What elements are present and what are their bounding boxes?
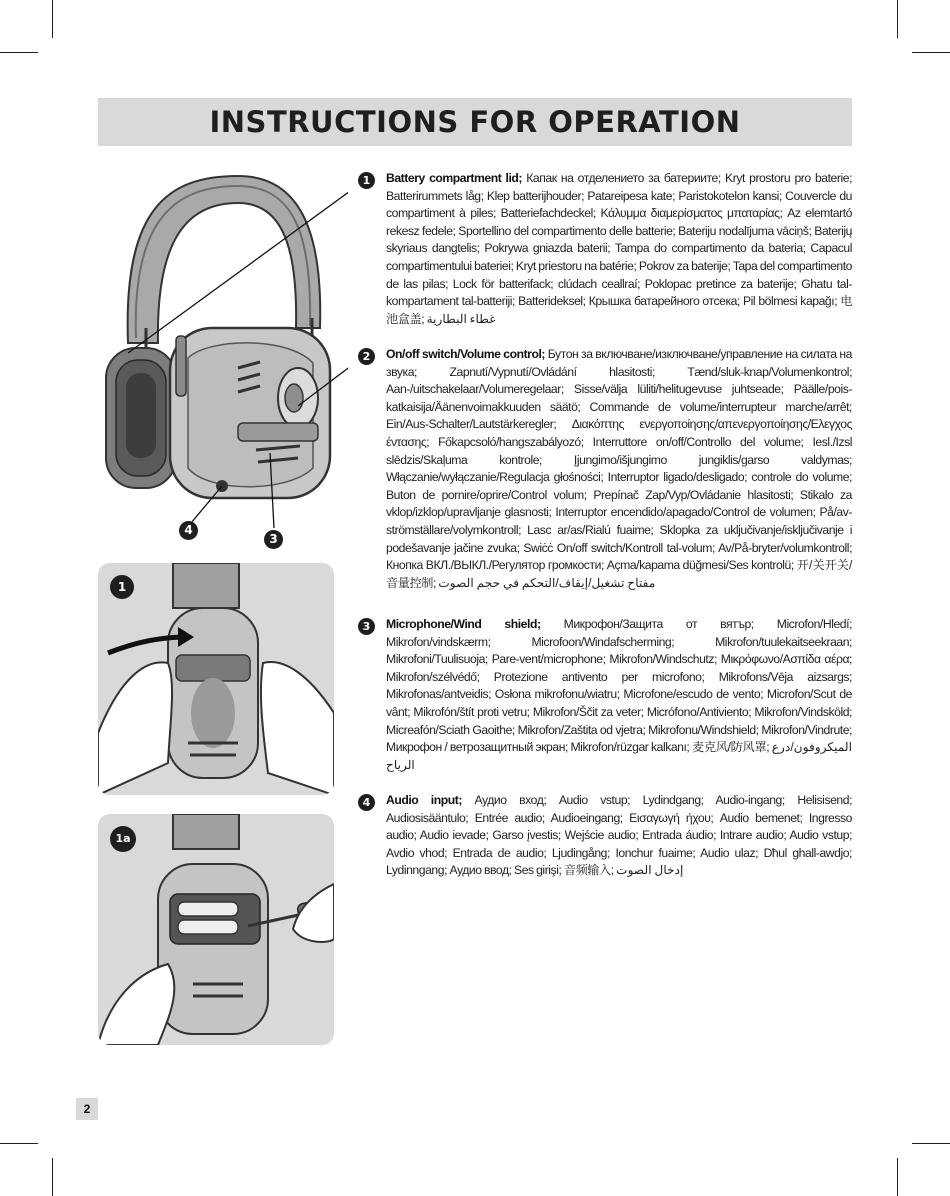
crop-mark — [0, 1143, 38, 1144]
item-number: 1 — [358, 172, 375, 189]
step-panel-1a — [98, 814, 334, 1045]
item-translations: Аудио вход; Audio vstup; Lydindgang; Audio-ingang; Helisisend; Audiosisääntulo; Entrée audio; Audioeingang; Εισαγωγή ήχου; Audio bemenet; Ingresso audio; Audio ievade; Garso įvestis; Wejście audio; Entrada áudio; Intrare audio; Audio vstup; Avdio vhod; Entrada de audio; Ljudingång; Ionchur fuaime; Audio ulaz; Dħul ghall-awdjo; Lydinngang; Аудио ввод; Ses girişi; 音频输入; إدخال الصوت — [386, 793, 853, 878]
callout-3: 3 — [264, 530, 283, 549]
crop-mark — [52, 0, 53, 38]
right-hand — [293, 884, 334, 942]
step-badge: 1 — [110, 575, 134, 599]
item-text — [386, 616, 852, 774]
crop-mark — [912, 52, 950, 53]
item-number: 4 — [358, 794, 375, 811]
crop-mark — [0, 52, 38, 53]
hands-holding-earmuff-illustration — [98, 563, 334, 795]
crop-mark — [897, 0, 898, 38]
list-item-2 — [358, 346, 852, 592]
list-item-3 — [358, 616, 852, 774]
crop-mark — [912, 1143, 950, 1144]
headset-illustration — [98, 168, 348, 553]
callout-4: 4 — [179, 521, 198, 540]
crop-mark — [52, 1158, 53, 1196]
headband — [128, 176, 321, 343]
item-term: Battery compartment lid; — [386, 171, 523, 185]
item-term: Audio input; — [386, 793, 462, 807]
battery — [178, 902, 238, 916]
item-translations: Микрофон/Защита от вятър; Microfon/Hledí; Mikrofon/vindskærm; Microfoon/Windafscherming; Mikrofon/tuulekaitseekraan; Mikrofoni/Tuulisuoja; Pare-vent/microphone; Mikrofon/Windschutz; Μικρόφωνο/Ασπίδα αέρα; Mikrofon/szélvédő; Protezione antivento per microfono; Mikrofons/Vēja aizsargs; Mikrofonas/antveidis; Osłona mikrofonu/wiatru; Microfone/escudo de vento; Microfon/Scut de vânt; Mikrofón/štít proti vetru; Mikrofon/Ščit za veter; Micrófono/Antiviento; Mikrofon/Vindsköld; Micreafón/Sciath Gaoithe; Mikrofon/Zaštita od vjetra; Mikrofonu/Windshield; Mikrofon/Vindrute; Микрофон / ветрозащитный экран; Mikrofon/rüzgar kalkanı; 麦克风/防风罩; الميكروفون/درع الرياح — [386, 617, 853, 772]
page-number: 2 — [76, 1098, 98, 1120]
crop-mark — [897, 1158, 898, 1196]
item-text — [386, 792, 852, 880]
item-term: On/off switch/Volume control; — [386, 347, 546, 361]
item-translations: Капак на отделението за батериите; Kryt prostoru pro baterie; Batterirummets låg; Klep batterijhouder; Patareipesa kate; Paristokotelon kansi; Couvercle du compartiment à piles; Batteriefachdeckel; Κάλυμμα διαμερίσματος μπαταρίας; Az elemtartó rekesz fedele; Sportellino del compartimento delle batterie; Bateriju nodalījuma vāciņš; Baterijų skyriaus dangtelis; Pokrywa gniazda baterii; Tampa do compartimento da bateria; Capacul compartimentului bateriei; Kryt priestoru na batérie; Pokrov za baterije; Tapa del compartimento de las pilas; Lock för batterifack; clúdach ceallraí; Poklopac pretince za baterije; Ghatu tal-kompartament tal-batteriji; Batterideksel; Крышка батарейного отсека; Pil bölmesi kapağı; 电池盒盖; غطاء البطارية — [386, 171, 853, 326]
step-badge: 1a — [110, 826, 136, 852]
list-item-4 — [358, 792, 852, 880]
item-number: 3 — [358, 618, 375, 635]
right-hand — [261, 662, 334, 795]
item-translations: Бутон за включване/изключване/управление на силата на звука; Zapnutí/Vypnutí/Ovládání hlasitosti; Tænd/sluk-knap/Volumenkontrol; Aan-/uitschakelaar/Volumeregelaar; Sisse/välja lüliti/helitugevuse juhtseade; Päälle/pois-katkaisija/Äänenvoimakkuuden säätö; Commande de volume/interrupteur marche/arrêt; Ein/Aus-Schalter/Lautstärkeregler; Διακόπτης ενεργοποίησης/απενεργοποίησης/Ελεγχος έντασης; Főkapcsoló/hangszabályozó; Interruttore on/off/Controllo del volume; Iesl./Izsl slēdzis/Skaļuma kontrole; Įjungimo/išjungimo jungiklis/garso valdymas; Włączanie/wyłączanie/Regulacja głośności; Interruptor ligado/desligado; controle do volume; Buton de pornire/oprire/Control volum; Prepínač Zap/Vyp/Ovládanie hlasitosti; Stikalo za vklop/izklop/upravljanje glasnosti; Interruptor encendido/apagado/Control de volumen; På/av-strömställare/volymkontroll; Lasc ar/as/Rialú fuaime; Sklopka za uključivanje/isključivanje i podešavanje jačine zvuka; Swiċċ On/off switch/Kontroll tal-volum; Av/På-bryter/volumkontroll; Кнопка ВКЛ./ВЫКЛ./Регулятор громкости; Açma/kapama düğmesi/Ses kontrolü; 开/关开关/音量控制; مفتاح تشغيل/إيقاف/التحكم في حجم الصوت — [386, 347, 852, 590]
title-bar — [98, 98, 852, 146]
item-text — [386, 346, 852, 592]
left-hand — [98, 662, 172, 795]
page-title: INSTRUCTIONS FOR OPERATION — [209, 105, 741, 139]
item-number: 2 — [358, 348, 375, 365]
list-item-1 — [358, 170, 852, 328]
battery-replacement-illustration — [98, 814, 334, 1045]
battery — [178, 920, 238, 934]
item-term: Microphone/Wind shield; — [386, 617, 541, 631]
item-text — [386, 170, 852, 328]
step-panel-1 — [98, 563, 334, 795]
left-hand — [98, 964, 174, 1045]
